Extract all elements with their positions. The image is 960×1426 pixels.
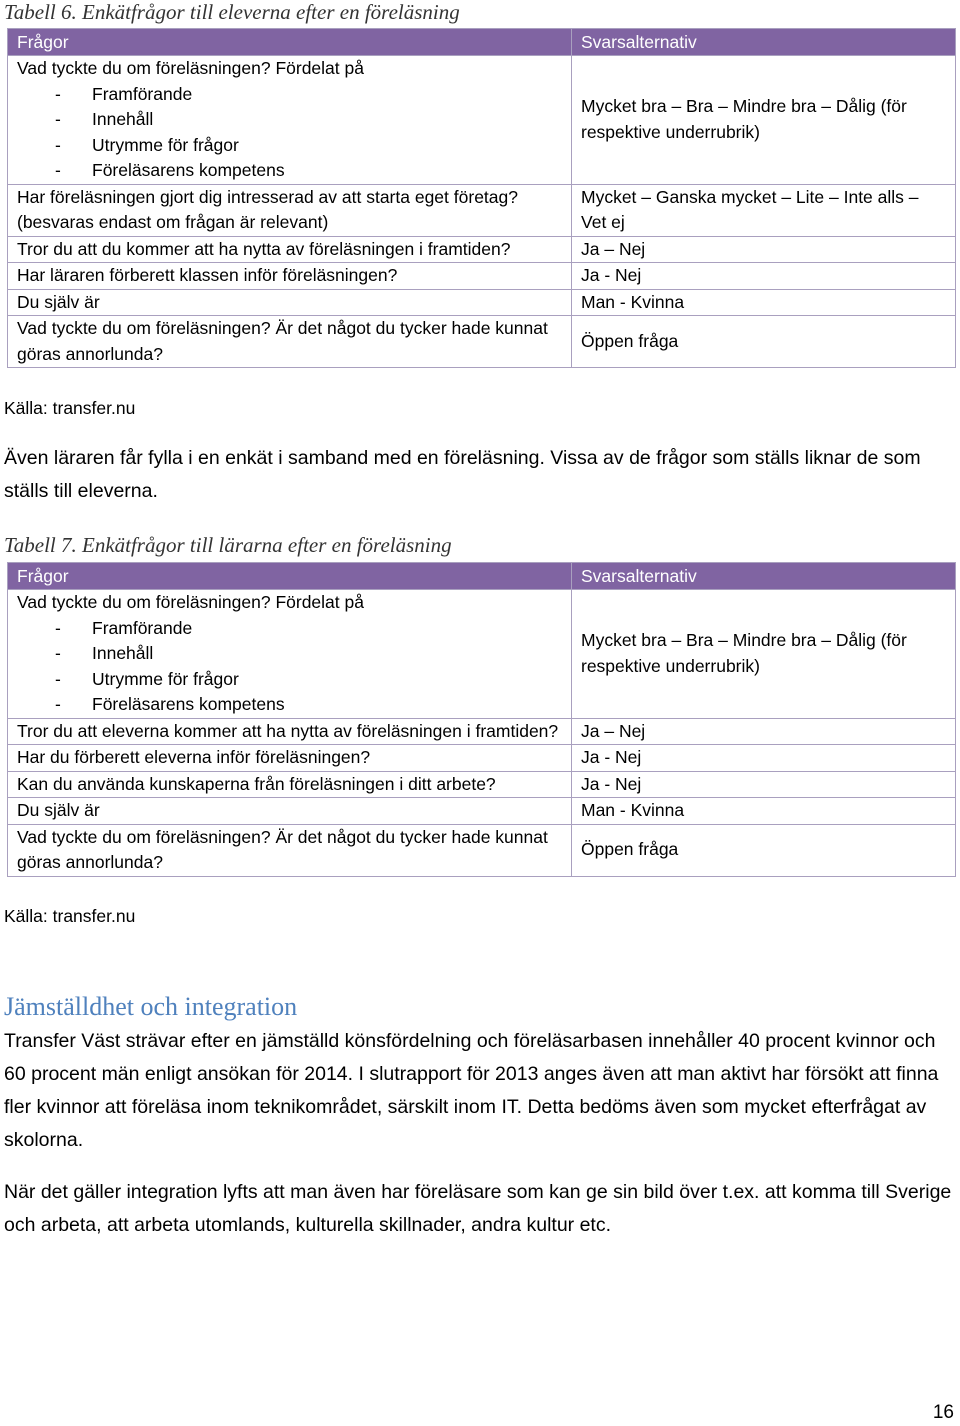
table-row bbox=[8, 316, 956, 368]
list-item: - Föreläsarens kompetens bbox=[17, 158, 562, 184]
answer-cell: Man - Kvinna bbox=[572, 289, 956, 316]
question-cell: Du själv är bbox=[8, 289, 572, 316]
table-row bbox=[8, 289, 956, 316]
table6-header-questions: Frågor bbox=[8, 29, 572, 56]
table7-source: Källa: transfer.nu bbox=[4, 906, 136, 926]
subitem-list bbox=[17, 82, 562, 184]
question-text: Vad tyckte du om föreläsningen? Fördelat på bbox=[17, 58, 364, 78]
table6 bbox=[7, 28, 956, 368]
question-cell: Har föreläsningen gjort dig intresserad av att starta eget företag? (besvaras endast om frågan är relevant) bbox=[8, 184, 572, 236]
list-item: - Utrymme för frågor bbox=[17, 133, 562, 159]
table-row bbox=[8, 590, 956, 719]
table6-source: Källa: transfer.nu bbox=[4, 398, 136, 418]
list-item: - Innehåll bbox=[17, 641, 562, 667]
section-heading: Jämställdhet och integration bbox=[4, 992, 298, 1021]
question-cell: Kan du använda kunskaperna från föreläsningen i ditt arbete? bbox=[8, 771, 572, 798]
table-row bbox=[8, 236, 956, 263]
table-row bbox=[8, 184, 956, 236]
list-item: - Framförande bbox=[17, 82, 562, 108]
question-cell: Tror du att eleverna kommer att ha nytta av föreläsningen i framtiden? bbox=[8, 718, 572, 745]
question-text: Vad tyckte du om föreläsningen? Fördelat på bbox=[17, 592, 364, 612]
question-cell: Vad tyckte du om föreläsningen? Är det något du tycker hade kunnat göras annorlunda? bbox=[8, 316, 572, 368]
table7-header-row bbox=[8, 563, 956, 590]
table-row bbox=[8, 771, 956, 798]
subitem-list bbox=[17, 616, 562, 718]
table6-caption: Tabell 6. Enkätfrågor till eleverna efter en föreläsning bbox=[4, 0, 460, 24]
section-paragraph-integration: När det gäller integration lyfts att man även har föreläsare som kan ge sin bild över t.ex. att komma till Sverige och arbeta, att arbeta utomlands, kulturella skillnader, andra kultur etc. bbox=[4, 1181, 952, 1236]
question-cell: Tror du att du kommer att ha nytta av föreläsningen i framtiden? bbox=[8, 236, 572, 263]
list-item: - Föreläsarens kompetens bbox=[17, 692, 562, 718]
answer-cell: Mycket – Ganska mycket – Lite – Inte alls – Vet ej bbox=[572, 184, 956, 236]
intro-paragraph: Även läraren får fylla i en enkät i samband med en föreläsning. Vissa av de frågor som ställs liknar de som ställs till eleverna. bbox=[4, 447, 921, 502]
table-row bbox=[8, 824, 956, 876]
question-cell: Har läraren förberett klassen inför föreläsningen? bbox=[8, 263, 572, 290]
answer-cell: Öppen fråga bbox=[572, 316, 956, 368]
answer-cell: Ja - Nej bbox=[572, 771, 956, 798]
table7-caption: Tabell 7. Enkätfrågor till lärarna efter en föreläsning bbox=[4, 533, 452, 557]
answer-cell: Mycket bra – Bra – Mindre bra – Dålig (för respektive underrubrik) bbox=[572, 590, 956, 719]
table7-header-questions: Frågor bbox=[8, 563, 572, 590]
table-row bbox=[8, 263, 956, 290]
question-cell bbox=[8, 590, 572, 719]
page-number: 16 bbox=[932, 1402, 954, 1423]
table7-header-answers: Svarsalternativ bbox=[572, 563, 956, 590]
answer-cell: Ja – Nej bbox=[572, 236, 956, 263]
answer-cell: Ja – Nej bbox=[572, 718, 956, 745]
answer-cell: Mycket bra – Bra – Mindre bra – Dålig (för respektive underrubrik) bbox=[572, 56, 956, 185]
question-cell: Du själv är bbox=[8, 798, 572, 825]
table6-header-answers: Svarsalternativ bbox=[572, 29, 956, 56]
list-item: - Innehåll bbox=[17, 107, 562, 133]
table-row bbox=[8, 56, 956, 185]
table6-header-row bbox=[8, 29, 956, 56]
table7 bbox=[7, 562, 956, 877]
answer-cell: Öppen fråga bbox=[572, 824, 956, 876]
answer-cell: Ja - Nej bbox=[572, 745, 956, 772]
question-cell: Vad tyckte du om föreläsningen? Är det något du tycker hade kunnat göras annorlunda? bbox=[8, 824, 572, 876]
list-item: - Utrymme för frågor bbox=[17, 667, 562, 693]
table-row bbox=[8, 798, 956, 825]
question-cell bbox=[8, 56, 572, 185]
answer-cell: Man - Kvinna bbox=[572, 798, 956, 825]
section-paragraph-gender: Transfer Väst strävar efter en jämställd könsfördelning och föreläsarbasen innehåller 40 procent kvinnor och 60 procent män enligt ansökan för 2014. I slutrapport för 2013 anges även att man aktivt har försökt att finna fler kvinnor att föreläsa inom teknikområdet, särskilt inom IT. Detta bedöms även som mycket efterfrågat av skolorna. bbox=[4, 1030, 939, 1151]
answer-cell: Ja - Nej bbox=[572, 263, 956, 290]
question-cell: Har du förberett eleverna inför föreläsningen? bbox=[8, 745, 572, 772]
table-row bbox=[8, 745, 956, 772]
list-item: - Framförande bbox=[17, 616, 562, 642]
table-row bbox=[8, 718, 956, 745]
